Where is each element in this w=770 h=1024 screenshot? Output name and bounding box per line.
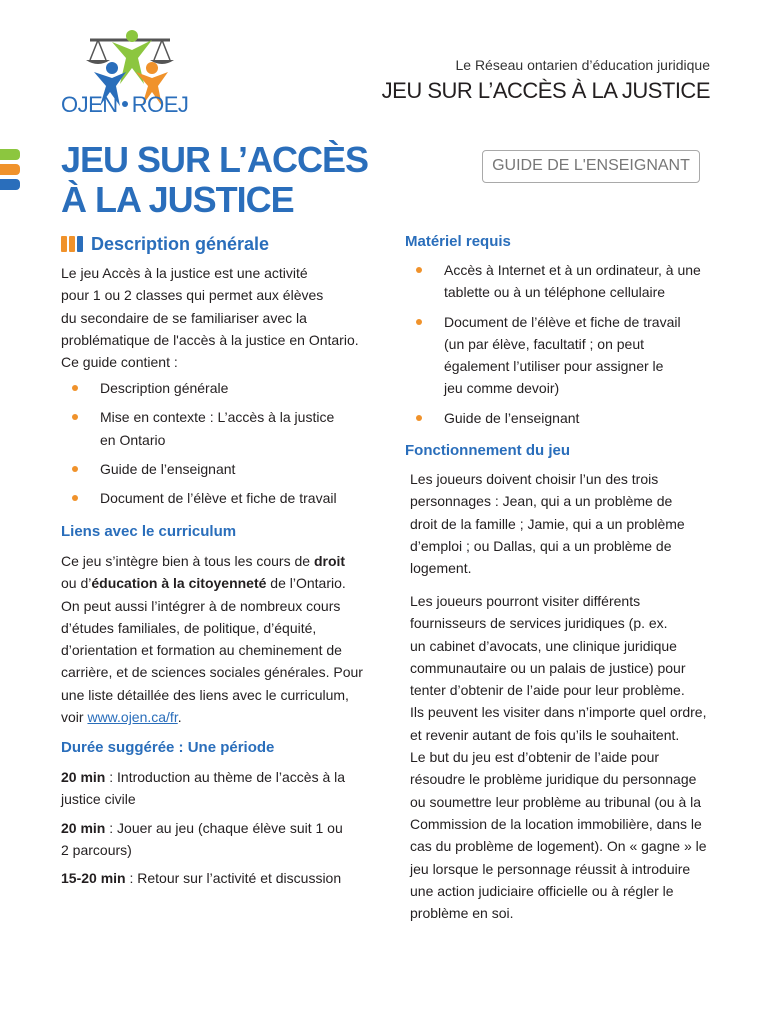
text-line: d’études familiales, de politique, d’équité, <box>61 619 317 636</box>
bold-span: 20 min <box>61 819 106 836</box>
bars-icon <box>61 236 85 257</box>
description-heading-row <box>61 234 269 257</box>
text-line: personnages : Jean, qui a un problème de <box>410 493 673 510</box>
text-line: ou soumettre leur problème au tribunal (ou à la <box>410 793 702 810</box>
text-line: problématique de l'accès à la justice en Ontario. <box>61 331 359 348</box>
text-line: cas du problème de logement). On « gagne » le <box>410 838 707 855</box>
ojen-link[interactable]: www.ojen.ca/fr <box>87 709 178 726</box>
text-line: Ce guide contient : <box>61 354 178 371</box>
list-item <box>61 377 381 399</box>
text-line <box>61 572 381 594</box>
text-line: pour 1 ou 2 classes qui permet aux élèves <box>61 287 324 304</box>
text-line <box>61 766 381 788</box>
duration-entry <box>61 766 381 811</box>
text-line: Le jeu Accès à la justice est une activité <box>61 265 308 281</box>
text-line: fournisseurs de services juridiques (p. ex. <box>410 615 668 632</box>
text-line: carrière, et de sciences sociales générales. Pour <box>61 664 363 681</box>
text-line: droit de la famille ; Jamie, qui a un problème <box>410 515 685 532</box>
list-item-text: en Ontario <box>100 431 166 448</box>
text-line: problème en soi. <box>410 905 514 922</box>
list-item <box>405 407 715 429</box>
text-line: justice civile <box>61 791 136 808</box>
bold-span: droit <box>313 553 346 569</box>
curriculum-paragraph <box>61 550 381 728</box>
list-item-text: Document de l’élève et fiche de travail <box>444 313 681 330</box>
text-line <box>61 817 381 839</box>
list-item <box>405 259 715 304</box>
side-tab-blue <box>0 179 20 190</box>
list-item-text: Guide de l’enseignant <box>444 409 580 426</box>
header-title: JEU SUR L’ACCÈS À LA JUSTICE <box>381 78 710 103</box>
side-tab-orange <box>0 164 20 175</box>
text-line: logement. <box>410 560 472 577</box>
text-line: d’emploi ; ou Dallas, qui a un problème de <box>410 537 672 554</box>
org-name: Le Réseau ontarien d’éducation juridique <box>455 57 710 73</box>
text-line: jeu lorsque le personnage réussit à introduire <box>410 860 691 877</box>
gameplay-heading: Fonctionnement du jeu <box>405 442 570 459</box>
duration-heading: Durée suggérée : Une période <box>61 739 275 756</box>
bold-span: éducation à la citoyenneté <box>91 575 267 592</box>
text-line: une liste détaillée des liens avec le curriculum, <box>61 686 349 703</box>
text-span: voir <box>61 709 88 726</box>
guide-badge: GUIDE DE L'ENSEIGNANT <box>482 150 700 183</box>
gameplay-paragraph-1 <box>410 468 720 579</box>
list-item <box>61 487 381 509</box>
main-title-line2: À LA JUSTICE <box>61 179 294 220</box>
list-item-text: tablette ou à un téléphone cellulaire <box>444 284 666 301</box>
text-line: et revenir autant de fois qu’ils le souhaitent. <box>410 726 680 743</box>
text-line: du secondaire de se familiariser avec la <box>61 309 307 326</box>
text-line: une action judiciaire officielle ou à régler le <box>410 882 674 899</box>
text-line: Le but du jeu est d’obtenir de l’aide pour <box>410 749 660 766</box>
list-item-text: jeu comme devoir) <box>444 380 560 397</box>
side-tab-green <box>0 149 20 160</box>
logo-wordmark <box>61 92 188 118</box>
gameplay-paragraph-2 <box>410 590 720 924</box>
list-item-text: Guide de l’enseignant <box>100 460 236 477</box>
text-line: tenter d’obtenir de l’aide pour leur problème. <box>410 682 685 699</box>
duration-entry <box>61 817 381 862</box>
materials-heading: Matériel requis <box>405 233 511 250</box>
text-line: d’orientation et formation au cheminement de <box>61 642 342 659</box>
text-line: communautaire ou un palais de justice) pour <box>410 659 686 676</box>
text-line <box>61 706 381 728</box>
text-span: Ce jeu s’intègre bien à tous les cours de <box>61 553 314 569</box>
text-span: : Retour sur l’activité et discussion <box>125 870 342 887</box>
list-item <box>61 458 381 480</box>
text-line <box>61 550 381 572</box>
main-title <box>61 140 368 220</box>
text-line: résoudre le problème juridique du personnage <box>410 771 697 788</box>
list-item-text: (un par élève, facultatif ; on peut <box>444 335 645 352</box>
text-span: : Jouer au jeu (chaque élève suit 1 ou <box>105 819 343 836</box>
text-line: un cabinet d’avocats, une clinique juridique <box>410 637 677 654</box>
list-item <box>405 311 715 400</box>
text-line: Les joueurs pourront visiter différents <box>410 593 641 609</box>
text-span: ou d’ <box>61 575 92 592</box>
bold-span: 20 min <box>61 769 106 785</box>
side-tab-markers <box>0 149 20 194</box>
text-line: On peut aussi l’intégrer à de nombreux cours <box>61 597 341 614</box>
text-line: Les joueurs doivent choisir l’un des trois <box>410 471 659 487</box>
logo-right-word: ROEJ <box>131 92 189 117</box>
text-line <box>61 867 381 889</box>
text-line: Ils peuvent les visiter dans n’importe quel ordre, <box>410 704 707 721</box>
duration-entry <box>61 867 381 889</box>
description-heading-text: Description générale <box>91 234 270 254</box>
list-item-text: Document de l’élève et fiche de travail <box>100 490 337 507</box>
description-heading <box>61 234 269 254</box>
list-item-text: Mise en contexte : L’accès à la justice <box>100 409 335 426</box>
bold-span: 15-20 min <box>61 870 126 887</box>
text-span: : Introduction au thème de l’accès à la <box>105 769 346 785</box>
materials-list <box>405 259 715 429</box>
list-item-text: Accès à Internet et à un ordinateur, à une <box>444 262 701 278</box>
contents-list <box>61 377 381 509</box>
duration-entries <box>61 766 381 889</box>
list-item-text: Description générale <box>100 380 229 396</box>
list-item <box>61 406 381 451</box>
list-item-text: également l’utiliser pour assigner le <box>444 358 664 375</box>
description-paragraph <box>61 262 381 373</box>
curriculum-heading: Liens avec le curriculum <box>61 523 237 540</box>
text-span: . <box>177 709 182 726</box>
logo-left-word: OJEN <box>61 92 118 117</box>
text-line: 2 parcours) <box>61 841 132 858</box>
logo-dot <box>122 101 128 107</box>
text-span: de l’Ontario. <box>266 575 346 592</box>
main-title-line1: JEU SUR L’ACCÈS <box>61 139 369 180</box>
text-line: Commission de la location immobilière, dans le <box>410 815 702 832</box>
